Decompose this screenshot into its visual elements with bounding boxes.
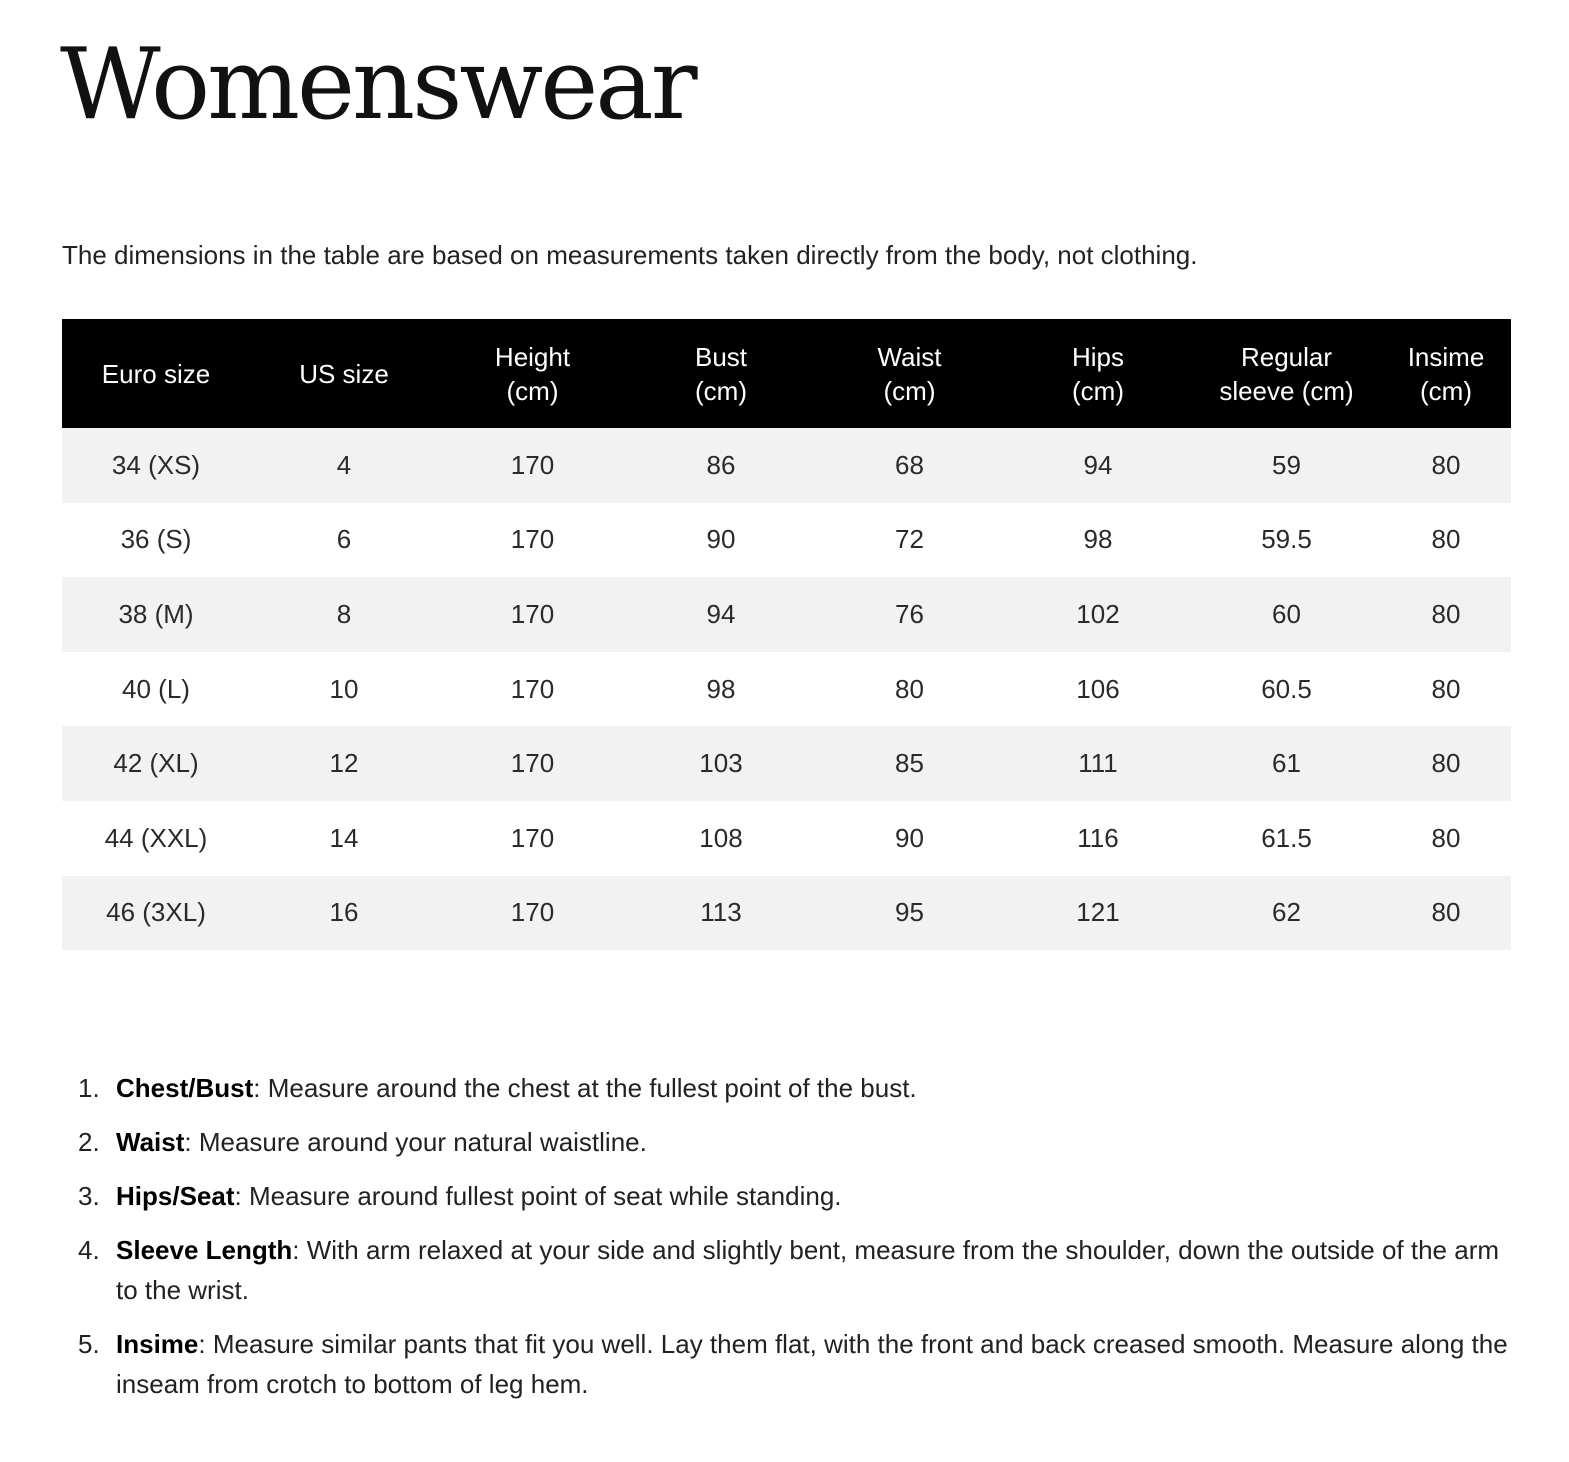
page-title: Womenswear (60, 28, 695, 142)
cell-us-size: 10 (250, 652, 438, 727)
cell-height: 170 (438, 726, 627, 801)
cell-euro-size: 38 (M) (62, 577, 250, 652)
header-hips: Hips (cm) (1004, 319, 1192, 428)
cell-inseam: 80 (1381, 726, 1511, 801)
cell-height: 170 (438, 503, 627, 578)
header-us-size: US size (250, 319, 438, 428)
cell-inseam: 80 (1381, 428, 1511, 503)
cell-euro-size: 46 (3XL) (62, 876, 250, 951)
table-row (62, 726, 1511, 801)
cell-us-size: 6 (250, 503, 438, 578)
cell-height: 170 (438, 577, 627, 652)
cell-inseam: 80 (1381, 652, 1511, 727)
table-row (62, 503, 1511, 578)
list-item (78, 1324, 1518, 1404)
table-row (62, 652, 1511, 727)
list-item-number: 1. (78, 1073, 100, 1103)
cell-bust: 113 (627, 876, 815, 951)
cell-bust: 98 (627, 652, 815, 727)
cell-hips: 102 (1004, 577, 1192, 652)
list-item (78, 1176, 1518, 1216)
list-item-term: Hips/Seat (116, 1181, 235, 1211)
cell-us-size: 8 (250, 577, 438, 652)
cell-hips: 106 (1004, 652, 1192, 727)
cell-bust: 86 (627, 428, 815, 503)
cell-waist: 72 (815, 503, 1004, 578)
intro-text: The dimensions in the table are based on measurements taken directly from the body, not clothing. (62, 240, 1198, 270)
cell-height: 170 (438, 652, 627, 727)
cell-bust: 94 (627, 577, 815, 652)
header-sleeve: Regular sleeve (cm) (1192, 319, 1381, 428)
cell-height: 170 (438, 801, 627, 876)
list-item-description: : Measure around fullest point of seat while standing. (234, 1181, 842, 1211)
cell-inseam: 80 (1381, 876, 1511, 951)
list-item-number: 5. (78, 1329, 100, 1359)
table-body (62, 428, 1511, 950)
list-item-term: Sleeve Length (116, 1235, 293, 1265)
cell-sleeve: 61.5 (1192, 801, 1381, 876)
list-item-number: 4. (78, 1235, 100, 1265)
list-item-term: Waist (116, 1127, 185, 1157)
list-item-number: 3. (78, 1181, 100, 1211)
cell-waist: 68 (815, 428, 1004, 503)
cell-us-size: 14 (250, 801, 438, 876)
cell-sleeve: 62 (1192, 876, 1381, 951)
table-row (62, 577, 1511, 652)
cell-hips: 111 (1004, 726, 1192, 801)
cell-waist: 95 (815, 876, 1004, 951)
header-row (62, 319, 1511, 428)
cell-bust: 108 (627, 801, 815, 876)
table-row (62, 428, 1511, 503)
table-header (62, 319, 1511, 428)
cell-us-size: 16 (250, 876, 438, 951)
header-bust: Bust (cm) (627, 319, 815, 428)
header-euro-size: Euro size (62, 319, 250, 428)
cell-hips: 116 (1004, 801, 1192, 876)
cell-sleeve: 59.5 (1192, 503, 1381, 578)
list-item (78, 1122, 1518, 1162)
table-row (62, 876, 1511, 951)
list-item-description: : Measure around your natural waistline. (184, 1127, 647, 1157)
cell-hips: 121 (1004, 876, 1192, 951)
measurement-instructions (78, 1068, 1518, 1418)
cell-waist: 90 (815, 801, 1004, 876)
cell-waist: 85 (815, 726, 1004, 801)
list-item-term: Insime (116, 1329, 199, 1359)
cell-bust: 103 (627, 726, 815, 801)
cell-waist: 80 (815, 652, 1004, 727)
cell-euro-size: 40 (L) (62, 652, 250, 727)
cell-hips: 94 (1004, 428, 1192, 503)
cell-euro-size: 34 (XS) (62, 428, 250, 503)
list-item-term: Chest/Bust (116, 1073, 254, 1103)
cell-waist: 76 (815, 577, 1004, 652)
header-waist: Waist (cm) (815, 319, 1004, 428)
cell-euro-size: 42 (XL) (62, 726, 250, 801)
cell-sleeve: 60 (1192, 577, 1381, 652)
cell-height: 170 (438, 876, 627, 951)
list-item-description: : Measure around the chest at the fullest point of the bust. (253, 1073, 917, 1103)
cell-inseam: 80 (1381, 577, 1511, 652)
cell-us-size: 4 (250, 428, 438, 503)
cell-hips: 98 (1004, 503, 1192, 578)
list-item-number: 2. (78, 1127, 100, 1157)
list-item-description: : Measure similar pants that fit you well. Lay them flat, with the front and back creased smooth. Measure along the inseam from crotch to bottom of leg hem. (116, 1329, 1508, 1399)
header-inseam: Insime (cm) (1381, 319, 1511, 428)
cell-sleeve: 59 (1192, 428, 1381, 503)
size-chart-table (62, 319, 1511, 950)
cell-us-size: 12 (250, 726, 438, 801)
cell-inseam: 80 (1381, 801, 1511, 876)
list-item (78, 1068, 1518, 1108)
list-item-description: : With arm relaxed at your side and slightly bent, measure from the shoulder, down the outside of the arm to the wrist. (116, 1235, 1500, 1305)
cell-height: 170 (438, 428, 627, 503)
cell-euro-size: 44 (XXL) (62, 801, 250, 876)
cell-euro-size: 36 (S) (62, 503, 250, 578)
cell-bust: 90 (627, 503, 815, 578)
list-item (78, 1230, 1518, 1310)
table-row (62, 801, 1511, 876)
cell-sleeve: 60.5 (1192, 652, 1381, 727)
header-height: Height (cm) (438, 319, 627, 428)
cell-inseam: 80 (1381, 503, 1511, 578)
cell-sleeve: 61 (1192, 726, 1381, 801)
